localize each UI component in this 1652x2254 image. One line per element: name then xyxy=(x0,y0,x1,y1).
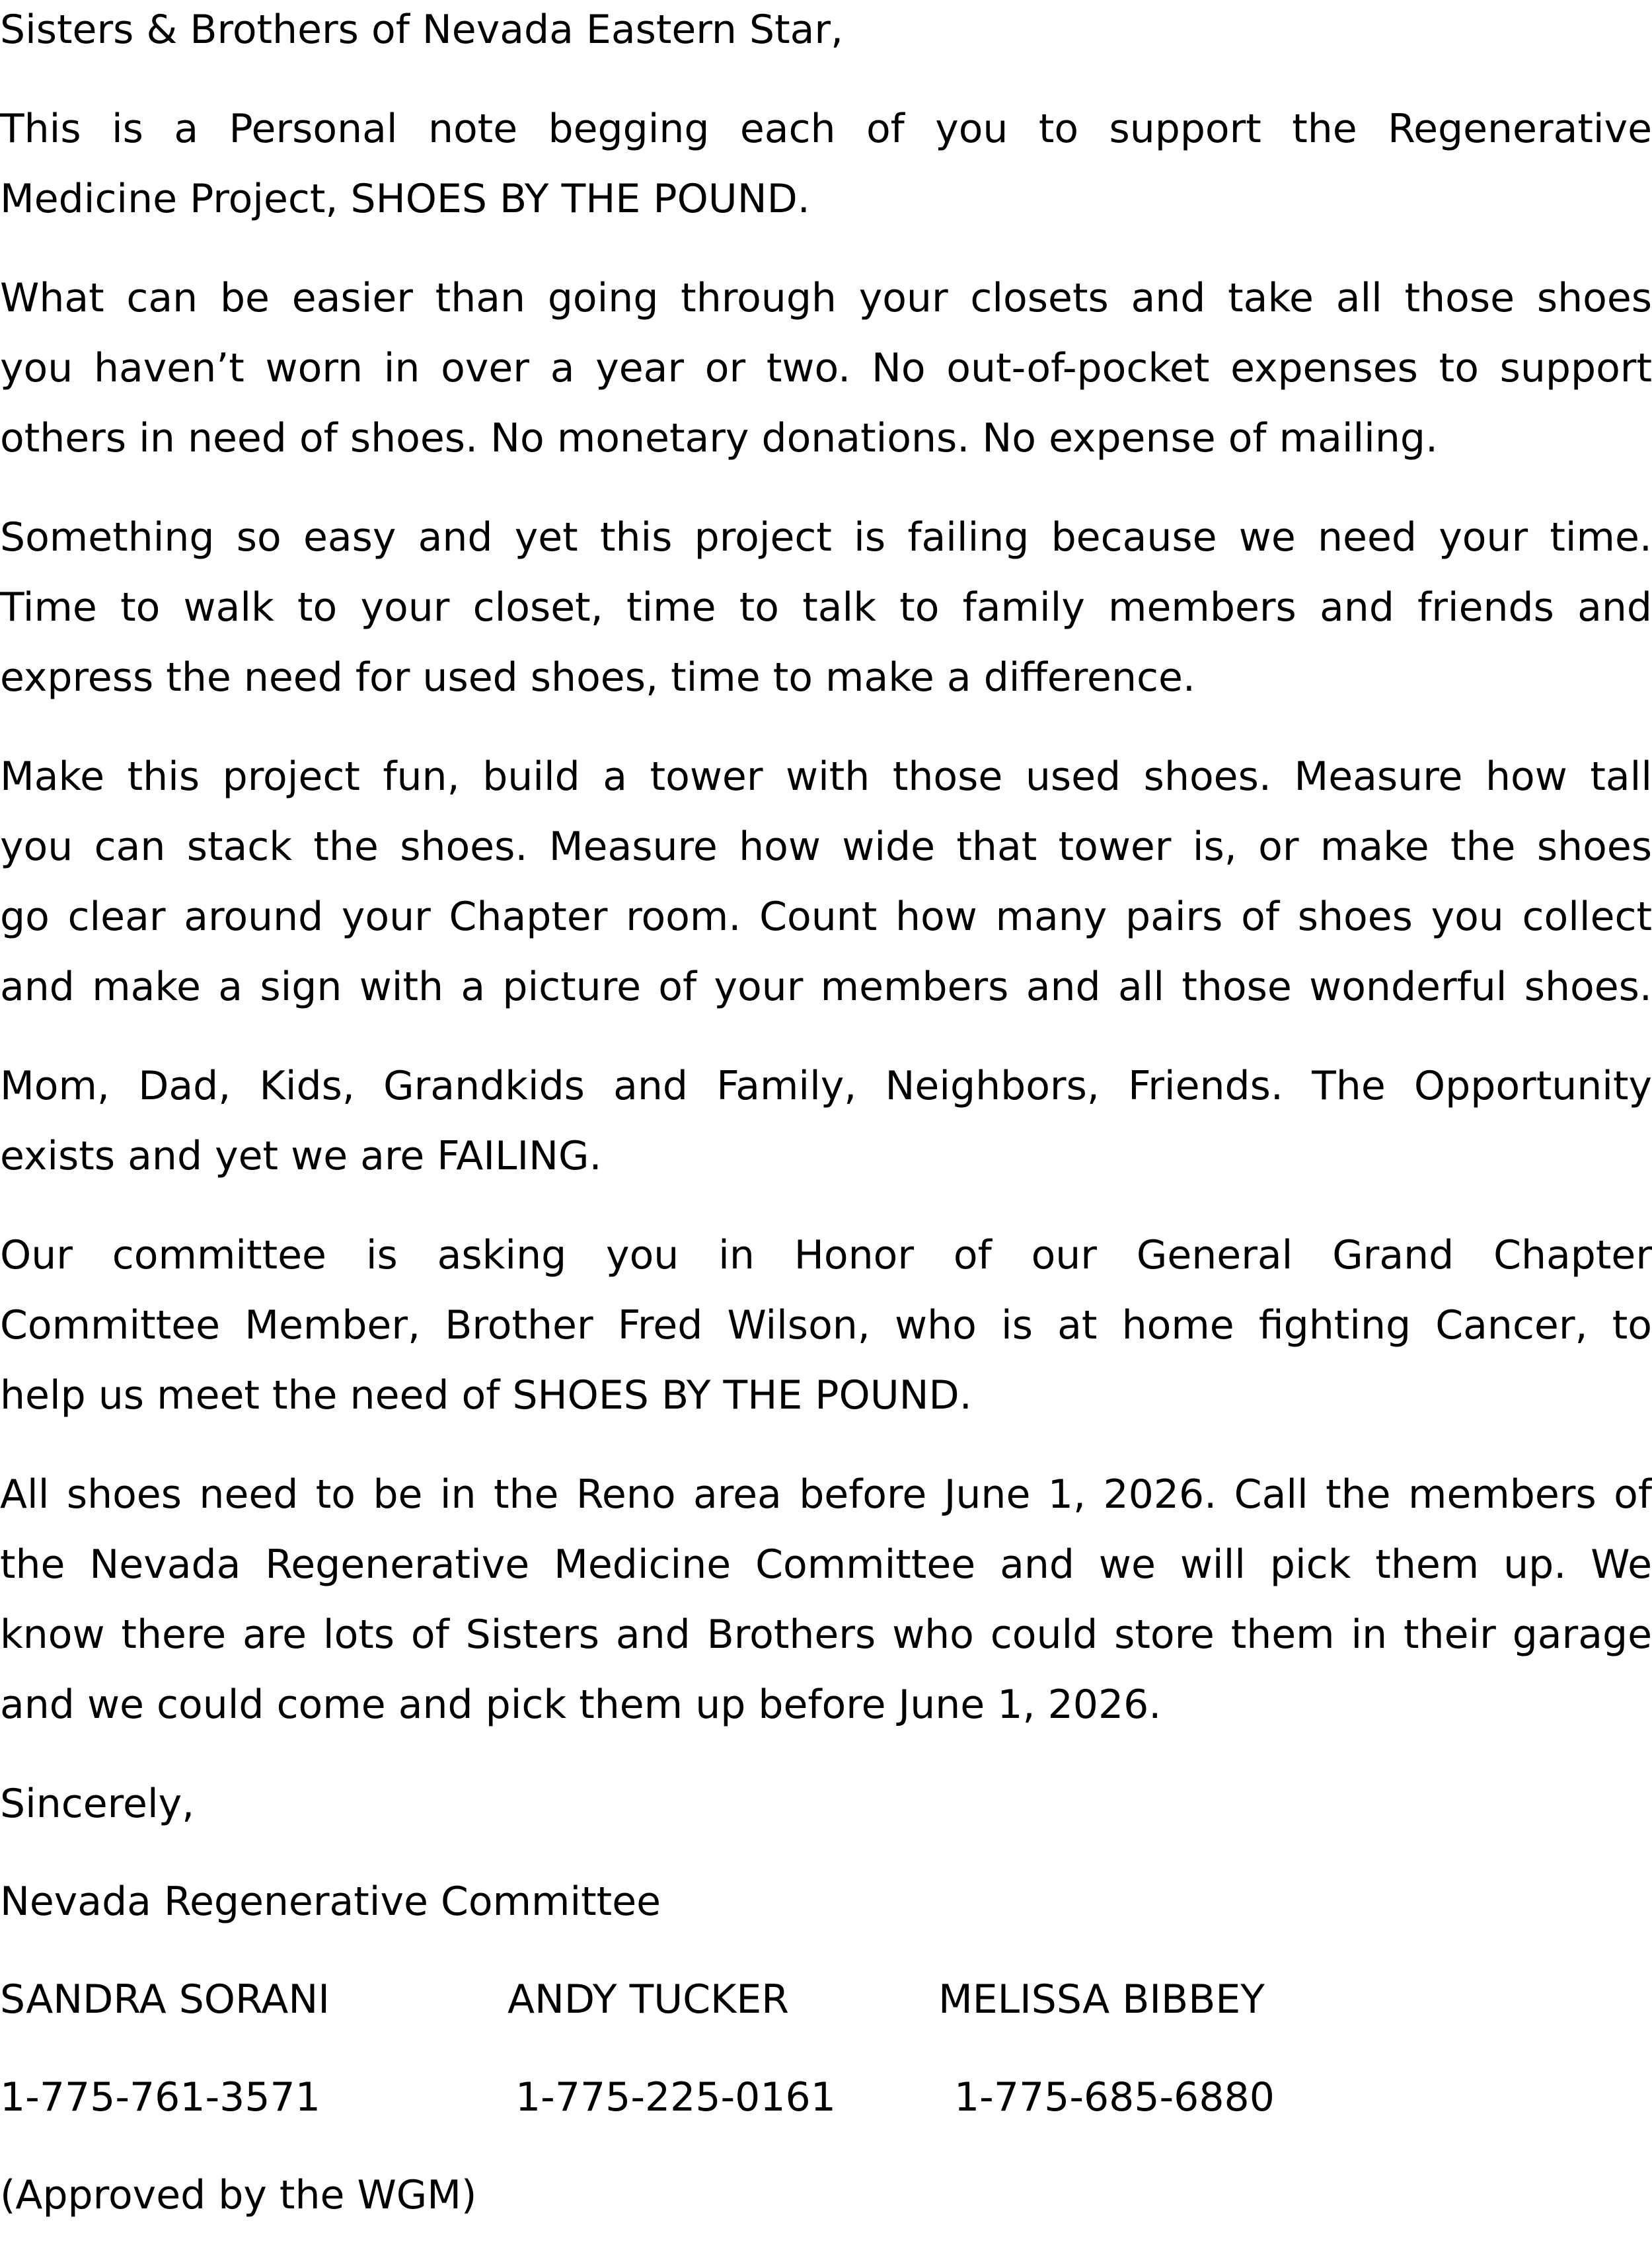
paragraph-5-line-2: exists and yet we are FAILING. xyxy=(0,1133,602,1179)
paragraph-7-line-4: and we could come and pick them up before June 1, 2026. xyxy=(0,1682,1162,1728)
closing: Sincerely, xyxy=(0,1781,195,1827)
paragraph-2-line-3: others in need of shoes. No monetary donations. No expense of mailing. xyxy=(0,415,1439,461)
paragraph-6-line-2: Committee Member, Brother Fred Wilson, who is at home fighting Cancer, to xyxy=(0,1302,1652,1348)
paragraph-7-line-1: All shoes need to be in the Reno area before June 1, 2026. Call the members of xyxy=(0,1471,1652,1518)
paragraph-1-line-2: Medicine Project, SHOES BY THE POUND. xyxy=(0,176,810,222)
paragraph-7-line-3: know there are lots of Sisters and Brothers who could store them in their garage xyxy=(0,1612,1652,1658)
contact-name: ANDY TUCKER xyxy=(507,1976,789,2023)
salutation: Sisters & Brothers of Nevada Eastern Star, xyxy=(0,7,844,53)
paragraph-7-line-2: the Nevada Regenerative Medicine Committee and we will pick them up. We xyxy=(0,1541,1652,1588)
paragraph-6-line-1: Our committee is asking you in Honor of our General Grand Chapter xyxy=(0,1232,1652,1278)
contact-phone: 1-775-685-6880 xyxy=(954,2074,1275,2120)
approval-note: (Approved by the WGM) xyxy=(0,2172,477,2218)
paragraph-4-line-3: go clear around your Chapter room. Count how many pairs of shoes you collect xyxy=(0,894,1652,940)
contact-phones-row xyxy=(0,2062,1652,2132)
paragraph-1-line-1: This is a Personal note begging each of you to support the Regenerative xyxy=(0,106,1652,152)
paragraph-2-line-1: What can be easier than going through your closets and take all those shoes xyxy=(0,275,1652,321)
committee-name: Nevada Regenerative Committee xyxy=(0,1879,661,1925)
paragraph-6-line-3: help us meet the need of SHOES BY THE POUND. xyxy=(0,1372,972,1418)
paragraph-3-line-1: Something so easy and yet this project is failing because we need your time. xyxy=(0,514,1652,561)
contact-names-row xyxy=(0,1964,1652,2035)
paragraph-4-line-4: and make a sign with a picture of your members and all those wonderful shoes. xyxy=(0,964,1652,1010)
contact-name: SANDRA SORANI xyxy=(0,1976,330,2023)
paragraph-5-line-1: Mom, Dad, Kids, Grandkids and Family, Neighbors, Friends. The Opportunity xyxy=(0,1063,1652,1109)
contact-phone: 1-775-761-3571 xyxy=(0,2074,320,2120)
contact-phone: 1-775-225-0161 xyxy=(515,2074,836,2120)
paragraph-3-line-2: Time to walk to your closet, time to talk to family members and friends and xyxy=(0,584,1652,631)
paragraph-4-line-1: Make this project fun, build a tower with those used shoes. Measure how tall xyxy=(0,754,1652,800)
paragraph-2-line-2: you haven’t worn in over a year or two. No out-of-pocket expenses to support xyxy=(0,345,1652,391)
contact-name: MELISSA BIBBEY xyxy=(938,1976,1265,2023)
paragraph-4-line-2: you can stack the shoes. Measure how wide that tower is, or make the shoes xyxy=(0,824,1652,870)
paragraph-3-line-3: express the need for used shoes, time to make a difference. xyxy=(0,654,1195,701)
